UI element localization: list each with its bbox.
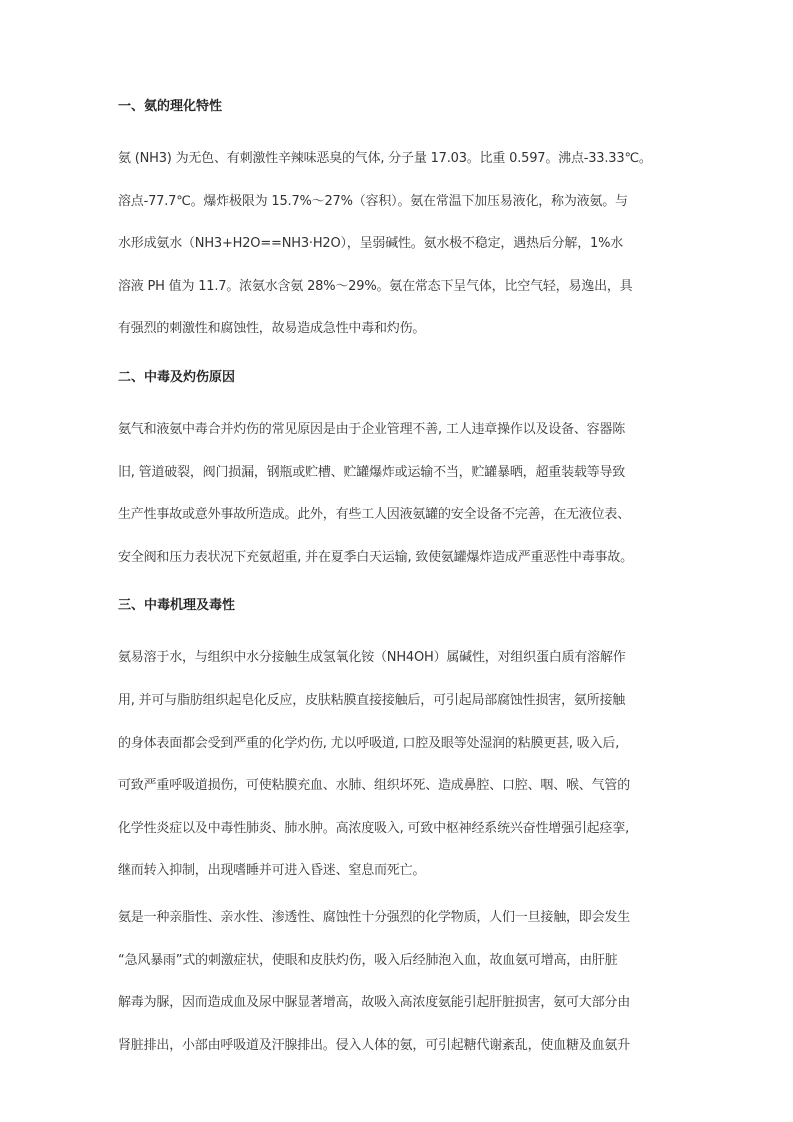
- text-line: “急风暴雨”式的刺激症状，使眼和皮肤灼伤，吸入后经肺泡入血，故血氨可增高，由肝脏: [118, 952, 618, 968]
- section-physicochemical: [118, 96, 680, 367]
- text-line: 氨是一种亲脂性、亲水性、渗透性、腐蚀性十分强烈的化学物质，人们一旦接触，即会发生: [118, 909, 631, 925]
- text-line: 氨 (NH3) 为无色、有刺激性辛辣味恶臭的气体, 分子量 17.03。比重 0.597。沸点-33.33℃。: [118, 151, 652, 166]
- text-line: 继而转入抑制，出现嗜睡并可进入昏迷、窒息而死亡。: [118, 863, 426, 879]
- section-heading: 一、氨的理化特性: [118, 99, 223, 114]
- paragraph: [118, 138, 680, 351]
- text-line: 的身体表面都会受到严重的化学灼伤, 尤以呼吸道, 口腔及眼等处湿润的粘膜更甚, 吸入后,: [118, 735, 620, 751]
- text-line: 水形成氨水（NH3+H2O==NH3·H2O），呈弱碱性。氨水极不稳定，遇热后分解，1%水: [118, 236, 624, 252]
- text-line: 安全阀和压力表状况下充氨超重, 并在夏季白天运输, 致使氨罐爆炸造成严重恶性中毒事故。: [118, 549, 633, 565]
- text-line: 可致严重呼吸道损伤，可使粘膜充血、水肺、组织坏死、造成鼻腔、口腔、咽、喉、气管的: [118, 778, 631, 794]
- text-line: 有强烈的刺激性和腐蚀性，故易造成急性中毒和灼伤。: [118, 321, 426, 337]
- section-causes: [118, 367, 680, 595]
- paragraph: [118, 637, 680, 893]
- section-heading: 二、中毒及灼伤原因: [118, 369, 236, 385]
- text-line: 生产性事故或意外事故所造成。此外，有些工人因液氨罐的安全设备不完善，在无液位表、: [118, 507, 631, 523]
- text-line: 化学性炎症以及中毒性肺炎、肺水肿。高浓度吸入, 可致中枢神经系统兴奋性增强引起痉挛,: [118, 820, 629, 836]
- text-line: 解毒为脲，因而造成血及尿中脲显著增高，故吸入高浓度氨能引起肝脏损害，氨可大部分由: [118, 995, 631, 1011]
- text-line: 氨易溶于水，与组织中水分接触生成氢氧化铵（NH4OH）属碱性，对组织蛋白质有溶解作: [118, 650, 626, 666]
- text-line: 肾脏排出，小部由呼吸道及汗腺排出。侵入人体的氨，可引起糖代谢紊乱，使血糖及血氨升: [118, 1037, 631, 1053]
- text-line: 用, 并可与脂肪组织起皂化反应，皮肤粘膜直接接触后，可引起局部腐蚀性损害，氨所接触: [118, 692, 626, 708]
- document-page: [118, 96, 680, 1067]
- text-line: 溶点-77.7℃。爆炸极限为 15.7%～27%（容积）。氨在常温下加压易液化，称为液氨。与: [118, 193, 628, 209]
- paragraph: [118, 409, 680, 579]
- text-line: 溶液 PH 值为 11.7。浓氨水含氨 28%～29%。氨在常态下呈气体，比空气轻，易逸出，具: [118, 278, 633, 294]
- section-heading: 三、中毒机理及毒性: [118, 598, 236, 614]
- text-line: 氨气和液氨中毒合并灼伤的常见原因是由于企业管理不善, 工人违章操作以及设备、容器陈: [118, 421, 626, 437]
- paragraph: [118, 897, 680, 1067]
- text-line: 旧, 管道破裂，阀门损漏，钢瓶或贮槽、贮罐爆炸或运输不当，贮罐暴晒，超重装载等导致: [118, 464, 626, 480]
- section-mechanism: [118, 595, 680, 1067]
